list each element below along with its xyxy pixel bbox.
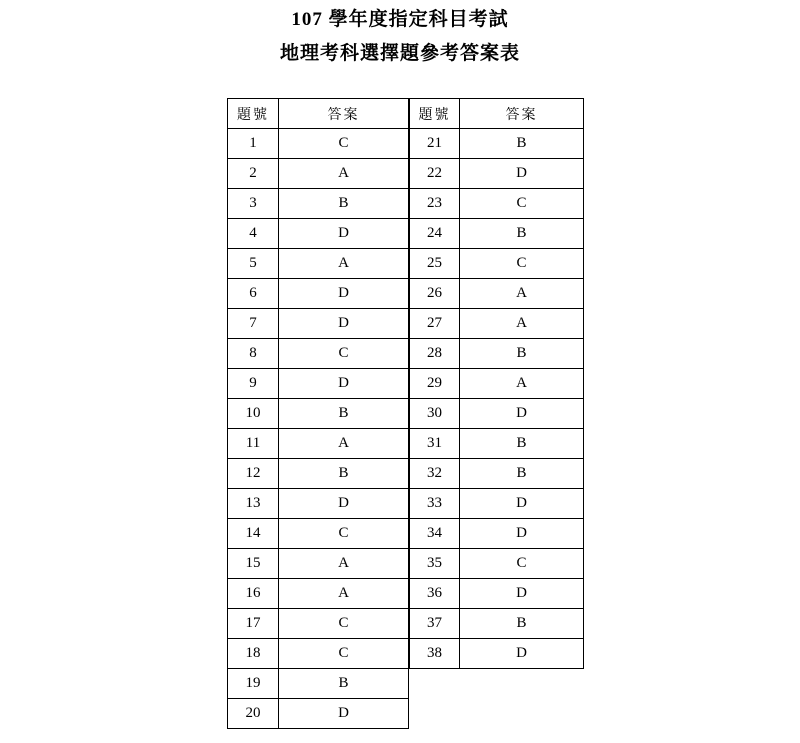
question-number: 28	[410, 339, 460, 369]
answer-cell: C	[279, 609, 409, 639]
table-row	[228, 159, 409, 189]
answer-cell: B	[460, 219, 584, 249]
question-number: 27	[410, 309, 460, 339]
question-number: 4	[228, 219, 279, 249]
answer-cell: B	[460, 339, 584, 369]
answer-cell: C	[279, 519, 409, 549]
table-row	[228, 639, 409, 669]
question-number: 38	[410, 639, 460, 669]
question-number: 7	[228, 309, 279, 339]
answer-cell: A	[460, 309, 584, 339]
question-number: 32	[410, 459, 460, 489]
table-row	[410, 519, 584, 549]
answer-cell: C	[460, 249, 584, 279]
answer-cell: D	[460, 399, 584, 429]
question-number: 30	[410, 399, 460, 429]
question-number: 19	[228, 669, 279, 699]
answer-cell: D	[460, 159, 584, 189]
table-row	[410, 219, 584, 249]
question-number: 9	[228, 369, 279, 399]
table-row	[228, 549, 409, 579]
question-number: 11	[228, 429, 279, 459]
table-row	[228, 279, 409, 309]
question-number: 18	[228, 639, 279, 669]
table-row	[228, 129, 409, 159]
column-header-answer: 答案	[279, 99, 409, 129]
column-header-number: 題號	[410, 99, 460, 129]
table-row	[228, 579, 409, 609]
question-number: 25	[410, 249, 460, 279]
question-number: 2	[228, 159, 279, 189]
table-row	[228, 699, 409, 729]
question-number: 5	[228, 249, 279, 279]
question-number: 37	[410, 609, 460, 639]
table-row	[410, 279, 584, 309]
table-row	[228, 519, 409, 549]
question-number: 6	[228, 279, 279, 309]
table-row	[410, 399, 584, 429]
question-number: 24	[410, 219, 460, 249]
answer-cell: D	[460, 579, 584, 609]
answer-cell: D	[279, 369, 409, 399]
answer-cell: D	[279, 219, 409, 249]
answer-cell: B	[460, 609, 584, 639]
question-number: 20	[228, 699, 279, 729]
table-row	[228, 189, 409, 219]
question-number: 22	[410, 159, 460, 189]
table-row	[410, 159, 584, 189]
table-row	[410, 339, 584, 369]
answer-cell: B	[279, 399, 409, 429]
question-number: 12	[228, 459, 279, 489]
question-number: 10	[228, 399, 279, 429]
question-number: 21	[410, 129, 460, 159]
table-row	[228, 669, 409, 699]
question-number: 33	[410, 489, 460, 519]
table-row	[410, 429, 584, 459]
question-number: 17	[228, 609, 279, 639]
table-row	[410, 249, 584, 279]
answer-cell: A	[460, 369, 584, 399]
table-row	[228, 429, 409, 459]
answer-cell: A	[279, 549, 409, 579]
question-number: 14	[228, 519, 279, 549]
table-row	[228, 369, 409, 399]
page-subtitle: 地理考科選擇題參考答案表	[279, 43, 520, 64]
answer-cell: C	[460, 549, 584, 579]
table-row	[228, 609, 409, 639]
table-row	[410, 309, 584, 339]
answer-cell: D	[279, 279, 409, 309]
table-row	[228, 459, 409, 489]
table-row	[228, 399, 409, 429]
question-number: 29	[410, 369, 460, 399]
question-number: 1	[228, 129, 279, 159]
answer-cell: C	[279, 129, 409, 159]
question-number: 35	[410, 549, 460, 579]
question-number: 31	[410, 429, 460, 459]
answer-cell: B	[460, 459, 584, 489]
page-title: 107 學年度指定科目考試	[291, 9, 509, 30]
table-row	[410, 369, 584, 399]
table-header-row	[410, 99, 584, 129]
question-number: 23	[410, 189, 460, 219]
answer-cell: D	[460, 639, 584, 669]
answer-table-right	[409, 98, 584, 669]
table-row	[410, 459, 584, 489]
answer-cell: B	[460, 429, 584, 459]
answer-cell: D	[279, 489, 409, 519]
answer-cell: D	[460, 489, 584, 519]
answer-cell: C	[279, 339, 409, 369]
table-row	[410, 489, 584, 519]
table-row	[410, 129, 584, 159]
answer-table-left	[227, 98, 409, 729]
question-number: 15	[228, 549, 279, 579]
answer-cell: B	[279, 669, 409, 699]
answer-cell: A	[279, 159, 409, 189]
answer-cell: A	[279, 249, 409, 279]
table-row	[410, 549, 584, 579]
table-row	[410, 639, 584, 669]
question-number: 36	[410, 579, 460, 609]
answer-cell: C	[279, 639, 409, 669]
table-row	[410, 579, 584, 609]
answer-cell: B	[279, 459, 409, 489]
answer-cell: D	[279, 699, 409, 729]
table-row	[228, 489, 409, 519]
question-number: 26	[410, 279, 460, 309]
question-number: 16	[228, 579, 279, 609]
column-header-answer: 答案	[460, 99, 584, 129]
table-row	[228, 309, 409, 339]
table-row	[228, 249, 409, 279]
column-header-number: 題號	[228, 99, 279, 129]
table-header-row	[228, 99, 409, 129]
answer-cell: C	[460, 189, 584, 219]
question-number: 8	[228, 339, 279, 369]
question-number: 13	[228, 489, 279, 519]
answer-cell: B	[279, 189, 409, 219]
answer-cell: D	[279, 309, 409, 339]
question-number: 3	[228, 189, 279, 219]
question-number: 34	[410, 519, 460, 549]
table-row	[228, 339, 409, 369]
table-row	[410, 189, 584, 219]
answer-cell: A	[460, 279, 584, 309]
answer-cell: B	[460, 129, 584, 159]
answer-cell: A	[279, 429, 409, 459]
table-row	[228, 219, 409, 249]
answer-cell: A	[279, 579, 409, 609]
answer-cell: D	[460, 519, 584, 549]
table-row	[410, 609, 584, 639]
